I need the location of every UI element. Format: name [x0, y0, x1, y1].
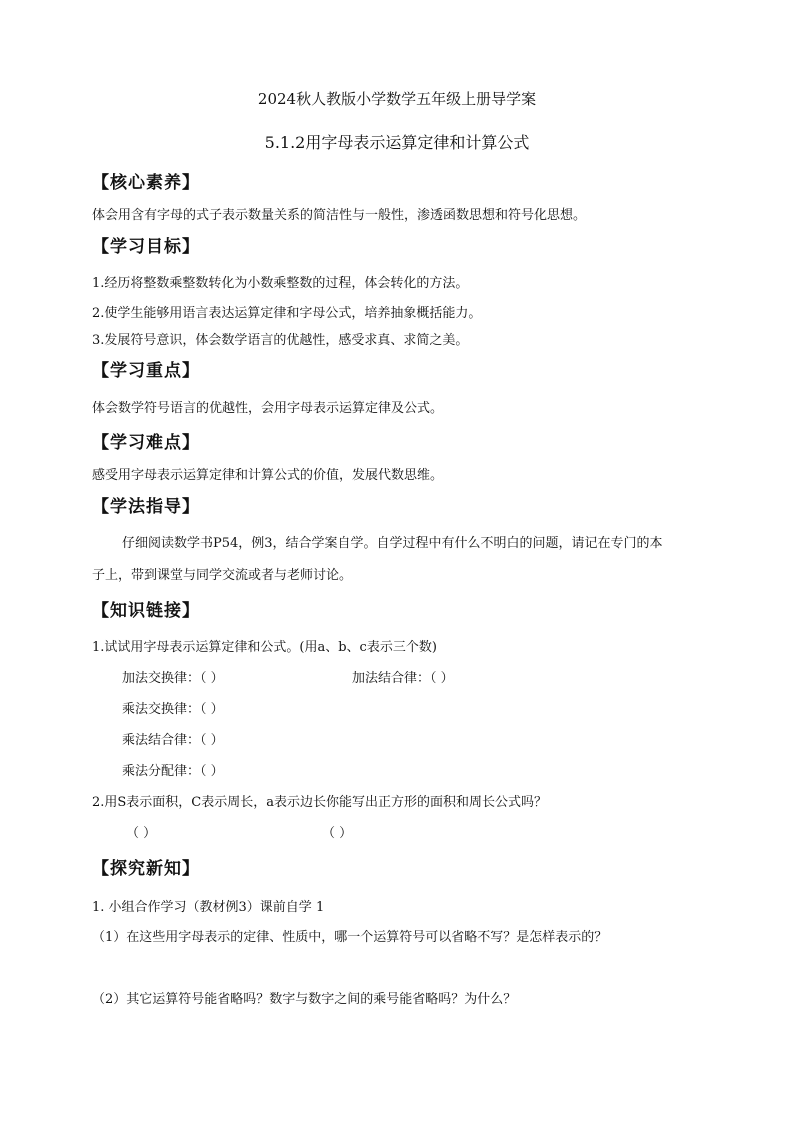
knowledge-question-1: 1.试试用字母表示运算定律和公式。(用a、b、c表示三个数)	[92, 640, 437, 655]
study-method-line-2: 子上，带到课堂与同学交流或者与老师讨论。	[92, 568, 353, 583]
document-title: 2024秋人教版小学数学五年级上册导学案	[257, 90, 537, 108]
heading-difficulties: 【学习难点】	[92, 433, 200, 453]
heading-learning-goals: 【学习目标】	[92, 237, 200, 257]
heading-explore-new: 【探究新知】	[92, 859, 200, 879]
heading-core-literacy: 【核心素养】	[92, 173, 200, 193]
goal-item-2: 2.使学生能够用语言表达运算定律和字母公式，培养抽象概括能力。	[92, 306, 482, 321]
explore-question-2: （2）其它运算符号能省略吗？数字与数字之间的乘号能省略吗？为什么？	[92, 992, 517, 1007]
square-perimeter-blank: （ ）	[322, 826, 353, 841]
heading-knowledge-link: 【知识链接】	[92, 601, 200, 621]
difficulties-text: 感受用字母表示运算定律和计算公式的价值，发展代数思维。	[92, 468, 444, 483]
explore-item-1: 1. 小组合作学习（教材例3）课前自学 1	[92, 900, 325, 915]
heading-key-points: 【学习重点】	[92, 361, 200, 381]
multiplication-distributive-blank: 乘法分配律：（ ）	[122, 764, 224, 779]
square-area-blank: （ ）	[126, 826, 157, 841]
knowledge-question-2: 2.用S表示面积，C表示周长，a表示边长你能写出正方形的面积和周长公式吗？	[92, 795, 548, 810]
multiplication-associative-blank: 乘法结合律：（ ）	[122, 733, 224, 748]
explore-question-1: （1）在这些用字母表示的定律、性质中，哪一个运算符号可以省略不写？是怎样表示的？	[92, 930, 608, 945]
core-literacy-text: 体会用含有字母的式子表示数量关系的简洁性与一般性，渗透函数思想和符号化思想。	[92, 208, 587, 223]
lesson-subtitle: 5.1.2用字母表示运算定律和计算公式	[264, 133, 530, 152]
goal-item-1: 1.经历将整数乘整数转化为小数乘整数的过程，体会转化的方法。	[92, 276, 469, 291]
addition-commutative-blank: 加法交换律：（ ）	[122, 671, 224, 686]
key-points-text: 体会数学符号语言的优越性，会用字母表示运算定律及公式。	[92, 401, 444, 416]
multiplication-commutative-blank: 乘法交换律：（ ）	[122, 702, 224, 717]
heading-study-method: 【学法指导】	[92, 497, 200, 517]
goal-item-3: 3.发展符号意识，体会数学语言的优越性，感受求真、求简之美。	[92, 333, 469, 348]
study-method-line-1: 仔细阅读数学书P54，例3，结合学案自学。自学过程中有什么不明白的问题，请记在专门的本	[122, 536, 663, 551]
addition-associative-blank: 加法结合律：（ ）	[352, 671, 454, 686]
